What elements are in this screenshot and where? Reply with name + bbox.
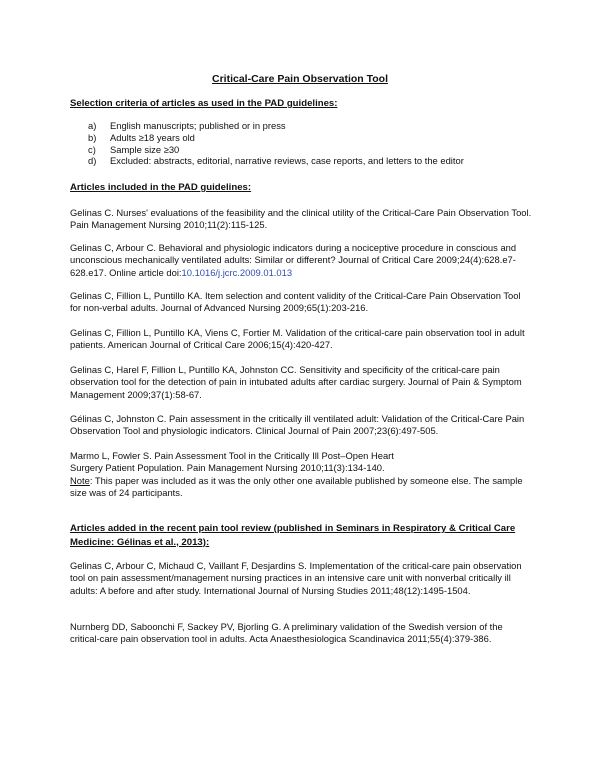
reference-item: Gelinas C, Arbour C, Michaud C, Vaillant F, Desjardins S. Implementation of the critical-care pain observation tool on pain assessment/management nursing practices in an intensive care unit with nonverbal critically ill adults: A before and after study. International Journal of Nursing Studies 2011;48(12):1495-1504.	[70, 560, 522, 596]
list-marker: a)	[88, 120, 97, 131]
reference-item: Gelinas C, Harel F, Fillion L, Puntillo KA, Johnston CC. Sensitivity and specificity of the critical-care pain observation tool for the detection of pain in intubated adults after cardiac surgery. Journal of Pain & Symptom Management 2009;37(1):58-67.	[70, 364, 522, 400]
reference-text: Gelinas C, Arbour C. Behavioral and physiologic indicators during a nociceptive procedure in conscious and unconscious mechanically ventilated adults: Similar or different? Journal of Critical Care 2009;24(4):628.e7-628.e17. Online article doi:	[70, 242, 517, 278]
selection-criteria-heading: Selection criteria of articles as used in the PAD guidelines:	[70, 98, 338, 109]
note-text: : This paper was included as it was the only other one available published by someone else. The sample size was of 24 participants.	[70, 474, 523, 498]
list-text: Excluded: abstracts, editorial, narrative reviews, case reports, and letters to the editor	[110, 155, 464, 167]
included-articles-heading: Articles included in the PAD guidelines:	[70, 182, 252, 193]
reference-item: Gelinas C, Fillion L, Puntillo KA. Item selection and content validity of the Critical-Care Pain Observation Tool for non-verbal adults. Journal of Advanced Nursing 2009;65(1):203-216.	[70, 290, 521, 314]
list-item	[88, 144, 464, 156]
list-text: Adults ≥18 years old	[110, 131, 195, 143]
reference-item: Gélinas C, Johnston C. Pain assessment in the critically ill ventilated adult: Validation of the Critical-Care Pain Observation Tool and physiologic indicators. Clinical Journal of Pain 2007;23(6):497-505.	[70, 413, 525, 437]
reference-line: Marmo L, Fowler S. Pain Assessment Tool in the Critically Ill Post–Open Heart	[70, 450, 394, 461]
list-item	[88, 120, 464, 132]
selection-criteria-list	[88, 120, 464, 167]
page-title: Critical-Care Pain Observation Tool	[211, 73, 388, 85]
reference-item: Nurnberg DD, Saboonchi F, Sackey PV, Bjorling G. A preliminary validation of the Swedish version of the critical-care pain observation tool in adults. Acta Anaesthesiologica Scandinavica 2011;55(4):379-386.	[70, 621, 503, 645]
added-articles-heading: Articles added in the recent pain tool review (published in Seminars in Respiratory & Critical Care Medicine: Gélinas et al., 2013):	[70, 523, 516, 548]
list-marker: b)	[88, 131, 97, 143]
reference-line: Surgery Patient Population. Pain Management Nursing 2010;11(3):134-140.	[70, 462, 385, 474]
reference-item: Gelinas C, Fillion L, Puntillo KA, Viens C, Fortier M. Validation of the critical-care pain observation tool in adult patients. American Journal of Critical Care 2006;15(4):420-427.	[70, 327, 525, 351]
reference-item-marmo	[70, 450, 532, 499]
reference-item: Gelinas C. Nurses' evaluations of the feasibility and the clinical utility of the Critical-Care Pain Observation Tool. Pain Management Nursing 2010;11(2):115-125.	[70, 207, 532, 231]
list-item	[88, 155, 464, 167]
reference-item	[70, 242, 532, 279]
list-text: Sample size ≥30	[110, 143, 180, 155]
list-marker: d)	[88, 155, 97, 167]
list-item	[88, 132, 464, 144]
note-label: Note	[70, 474, 90, 486]
doi-link[interactable]: 10.1016/j.jcrc.2009.01.013	[181, 266, 293, 278]
list-marker: c)	[88, 143, 96, 155]
list-text: English manuscripts; published or in press	[110, 120, 286, 131]
